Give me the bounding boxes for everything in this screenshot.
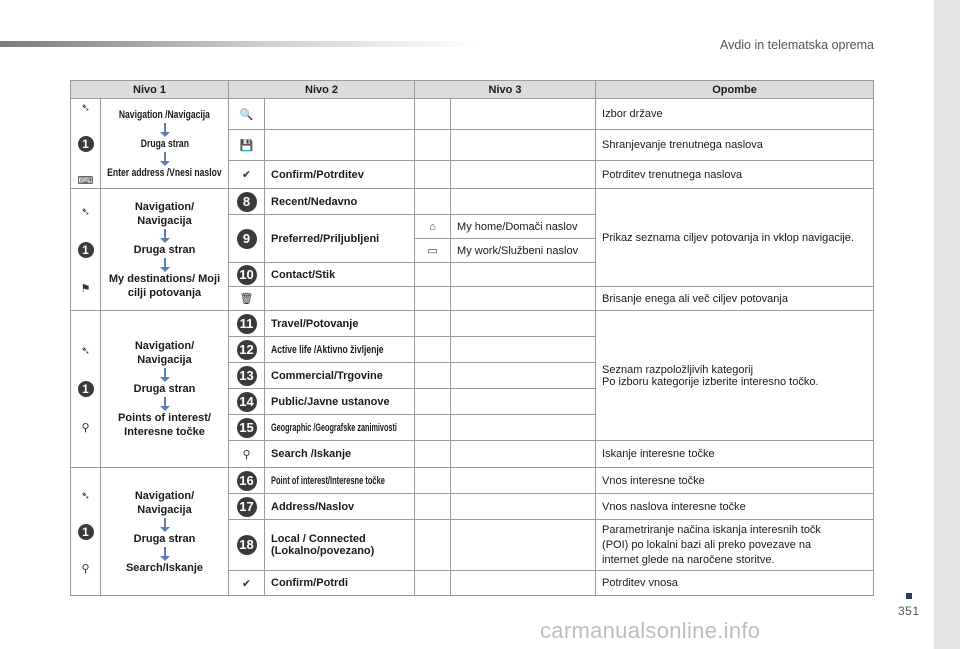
header-gradient-bar <box>0 41 480 47</box>
table-row <box>71 99 874 130</box>
level2-label: Preferred/Priljubljeni <box>265 215 415 263</box>
number-badge: 10 <box>237 265 257 285</box>
down-arrow-icon <box>164 152 166 161</box>
number-badge: 8 <box>237 192 257 212</box>
level2-label: Public/Javne ustanove <box>265 389 415 415</box>
number-badge: 14 <box>237 392 257 412</box>
number-badge: 9 <box>237 229 257 249</box>
search-abc-icon: ⚲ <box>81 562 90 575</box>
note-line: Parametriranje načina iskanja interesnih točk <box>602 523 821 536</box>
level2-label: Contact/Stik <box>265 263 415 287</box>
note-cell: Izbor države <box>596 99 874 130</box>
down-arrow-icon <box>164 123 166 132</box>
side-strip <box>934 0 960 649</box>
navigation-arrow-icon: ➴ <box>80 101 91 114</box>
level1-path <box>101 99 229 189</box>
header-opombe: Opombe <box>596 81 874 99</box>
destination-flag-icon: ⚑ <box>80 282 91 295</box>
country-search-icon: 🔍 <box>239 108 254 121</box>
number-badge: 13 <box>237 366 257 386</box>
level2-label: Travel/Potovanje <box>265 311 415 337</box>
section-title: Avdio in telematska oprema <box>719 38 874 52</box>
number-badge: 16 <box>237 471 257 491</box>
level2-label: Search /Iskanje <box>265 441 415 468</box>
note-cell: Shranjevanje trenutnega naslova <box>596 130 874 161</box>
note-cell: Brisanje enega ali več ciljev potovanja <box>596 287 874 311</box>
note-cell: Potrditev trenutnega naslova <box>596 161 874 189</box>
navigation-arrow-icon: ➴ <box>80 205 91 218</box>
path-step-points-of-interest: Points of interest/ Interesne točke <box>118 412 211 438</box>
note-line: internet glede na naročene storitve. <box>602 553 775 566</box>
note-cell: Iskanje interesne točke <box>596 441 874 468</box>
shared-note-cell: Prikaz seznama ciljev potovanja in vklop navigacije. <box>596 189 874 287</box>
number-badge: 12 <box>237 340 257 360</box>
header-nivo3: Nivo 3 <box>415 81 596 99</box>
path-step-search: Search/Iskanje <box>125 561 204 574</box>
down-arrow-icon <box>164 229 166 238</box>
menu-button-badge: 1 <box>78 242 94 258</box>
down-arrow-icon <box>164 258 166 267</box>
trash-icon: 🗑 <box>239 293 254 305</box>
country-icon-cell <box>229 99 265 130</box>
note-line: (POI) po lokalni bazi ali preko povezave na <box>602 538 812 551</box>
level1-icons <box>71 99 101 189</box>
path-step-druga-stran: Druga stran <box>133 383 196 395</box>
level2-label: Address/Naslov <box>265 494 415 520</box>
path-step-enter-address: Enter address /Vnesi naslov <box>107 166 222 179</box>
table-row <box>71 189 874 215</box>
note-cell: Vnos interesne točke <box>596 468 874 494</box>
menu-table <box>70 80 874 596</box>
down-arrow-icon <box>164 397 166 406</box>
menu-button-badge: 1 <box>78 381 94 397</box>
briefcase-icon: ▭ <box>427 245 438 257</box>
level2-label: Confirm/Potrditev <box>265 161 415 189</box>
table-header-row <box>71 81 874 99</box>
note-cell: Vnos naslova interesne točke <box>596 494 874 520</box>
poi-search-icon: ⚲ <box>81 422 90 434</box>
header-nivo1: Nivo 1 <box>71 81 229 99</box>
note-cell: Potrditev vnosa <box>596 571 874 596</box>
navigation-arrow-icon: ➴ <box>80 345 91 357</box>
level2-label: Recent/Nedavno <box>265 189 415 215</box>
level3-label: My home/Domači naslov <box>451 215 596 239</box>
number-badge: 17 <box>237 497 257 517</box>
keyboard-icon: ⌨ <box>77 174 94 187</box>
path-step-druga-stran: Druga stran <box>133 243 196 256</box>
note-cell <box>596 520 874 571</box>
page-marker <box>906 593 912 599</box>
home-icon: ⌂ <box>429 220 436 233</box>
down-arrow-icon <box>164 368 166 377</box>
down-arrow-icon <box>164 518 166 527</box>
save-icon: 💾 <box>239 139 254 152</box>
menu-button-badge: 1 <box>78 136 94 152</box>
path-step-druga-stran: Druga stran <box>133 532 196 545</box>
level2-label: Confirm/Potrdi <box>265 571 415 596</box>
number-badge: 11 <box>237 314 257 334</box>
navigation-arrow-icon: ➴ <box>80 489 91 502</box>
down-arrow-icon <box>164 547 166 556</box>
note-line: Seznam razpoložljivih kategorij <box>602 363 754 376</box>
path-step-druga-stran: Druga stran <box>140 137 189 150</box>
table-row <box>71 311 874 337</box>
number-badge: 18 <box>237 535 257 555</box>
shared-note-cell <box>596 311 874 441</box>
level2-label: Local / Connected (Lokalno/povezano) <box>265 520 415 571</box>
watermark: carmanualsonline.info <box>540 618 761 643</box>
search-icon: ⚲ <box>242 448 251 461</box>
level2-label: Geographic /Geografske zanimivosti <box>271 421 397 434</box>
checkmark-icon: ✔ <box>241 169 252 181</box>
checkmark-icon: ✔ <box>241 577 252 590</box>
level2-label: Point of interest/Interesne točke <box>271 474 385 487</box>
path-step-navigation: Navigation/ Navigacija <box>134 489 195 516</box>
level3-label: My work/Službeni naslov <box>451 239 596 263</box>
header-nivo2: Nivo 2 <box>229 81 415 99</box>
menu-button-badge: 1 <box>78 524 94 540</box>
number-badge: 15 <box>237 418 257 438</box>
path-step-navigation: Navigation/ Navigacija <box>134 200 195 227</box>
path-step-navigation: Navigation /Navigacija <box>118 108 211 121</box>
path-step-destinations: My destinations/ Moji cilji potovanja <box>108 272 221 299</box>
path-step-navigation: Navigation/ Navigacija <box>134 340 195 366</box>
table-row <box>71 468 874 494</box>
level2-label: Commercial/Trgovine <box>265 363 415 389</box>
page-number: 351 <box>898 604 920 618</box>
level2-label: Active life /Aktivno življenje <box>271 343 384 356</box>
note-line: Po izboru kategorije izberite interesno točko. <box>602 375 819 388</box>
